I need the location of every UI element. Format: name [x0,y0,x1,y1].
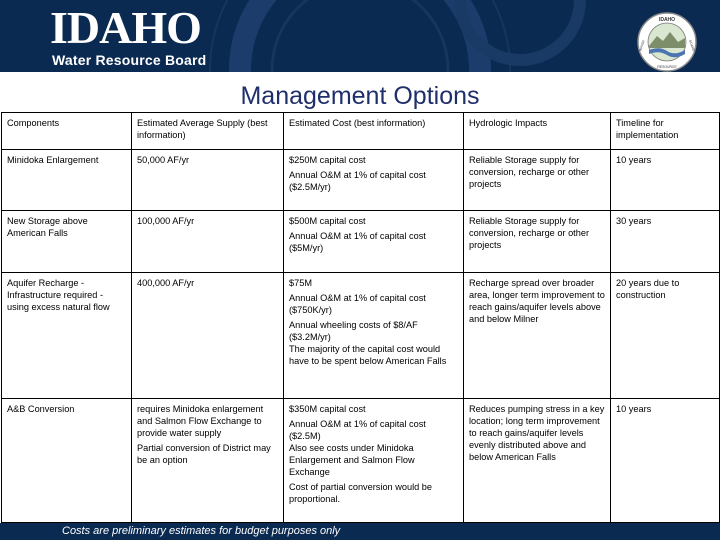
impacts-cell: Reduces pumping stress in a key location; long term improvement to reach gains/aquifer levels evenly distributed above and below American Falls [464,399,611,523]
timeline-cell: 10 years [611,399,720,523]
header-banner [0,0,720,72]
component-cell: Aquifer Recharge - Infrastructure required - using excess natural flow [2,273,132,399]
table-row [2,150,720,211]
component-cell: Minidoka Enlargement [2,150,132,211]
table-row [2,273,720,399]
timeline-cell: 20 years due to construction [611,273,720,399]
logo-wordmark: IDAHO [50,2,201,53]
svg-text:WATER: WATER [638,39,646,52]
impacts-cell: Reliable Storage supply for conversion, recharge or other projects [464,211,611,273]
water-board-seal-icon [632,8,702,72]
header-components: Components [2,113,132,150]
svg-text:RESOURCE: RESOURCE [657,65,677,69]
timeline-cell: 30 years [611,211,720,273]
cost-line: Annual O&M at 1% of capital cost ($750K/yr) [289,293,426,315]
great-seal-watermark [190,0,630,72]
cost-line: $500M capital cost [289,216,366,226]
page-title: Management Options [240,82,480,110]
supply-line: Partial conversion of District may be an option [137,443,271,465]
impacts-cell: Reliable Storage supply for conversion, recharge or other projects [464,150,611,211]
footer-bar [0,523,720,540]
table-header-row [2,113,720,150]
supply-line: 400,000 AF/yr [137,278,195,288]
svg-text:BOARD: BOARD [688,39,696,52]
supply-line: requires Minidoka enlargement and Salmon Flow Exchange to provide water supply [137,404,264,438]
header-estimated-supply: Estimated Average Supply (best information) [132,113,284,150]
logo-subtitle: Water Resource Board [52,52,207,68]
header-estimated-cost: Estimated Cost (best information) [284,113,464,150]
cost-line: Annual O&M at 1% of capital cost ($2.5M/yr) [289,170,426,192]
cost-line: $75M [289,278,312,288]
impacts-cell: Recharge spread over broader area, longer term improvement to reach gains/aquifer levels above and below Milner [464,273,611,399]
table-row [2,399,720,523]
cost-line: The majority of the capital cost would have to be spent below American Falls [289,344,447,366]
cost-line: Annual O&M at 1% of capital cost ($2.5M) [289,419,426,441]
cost-cell [284,273,464,399]
cost-cell [284,211,464,273]
footnote: Costs are preliminary estimates for budget purposes only [62,525,341,537]
cost-line: Cost of partial conversion would be proportional. [289,482,432,504]
supply-cell [132,399,284,523]
table-row [2,211,720,273]
supply-cell [132,150,284,211]
supply-cell [132,273,284,399]
cost-cell [284,399,464,523]
management-options-table [1,112,720,523]
cost-line: $250M capital cost [289,155,366,165]
component-cell: A&B Conversion [2,399,132,523]
cost-line: $350M capital cost [289,404,366,414]
supply-cell [132,211,284,273]
timeline-cell: 10 years [611,150,720,211]
cost-line: Annual wheeling costs of $8/AF ($3.2M/yr) [289,320,418,342]
cost-cell [284,150,464,211]
supply-line: 100,000 AF/yr [137,216,195,226]
component-cell: New Storage above American Falls [2,211,132,273]
supply-line: 50,000 AF/yr [137,155,190,165]
cost-line: Annual O&M at 1% of capital cost ($5M/yr) [289,231,426,253]
cost-line: Also see costs under Minidoka Enlargement and Salmon Flow Exchange [289,443,415,477]
header-timeline: Timeline for implementation [611,113,720,150]
svg-text:IDAHO: IDAHO [658,17,676,23]
header-hydrologic-impacts: Hydrologic Impacts [464,113,611,150]
